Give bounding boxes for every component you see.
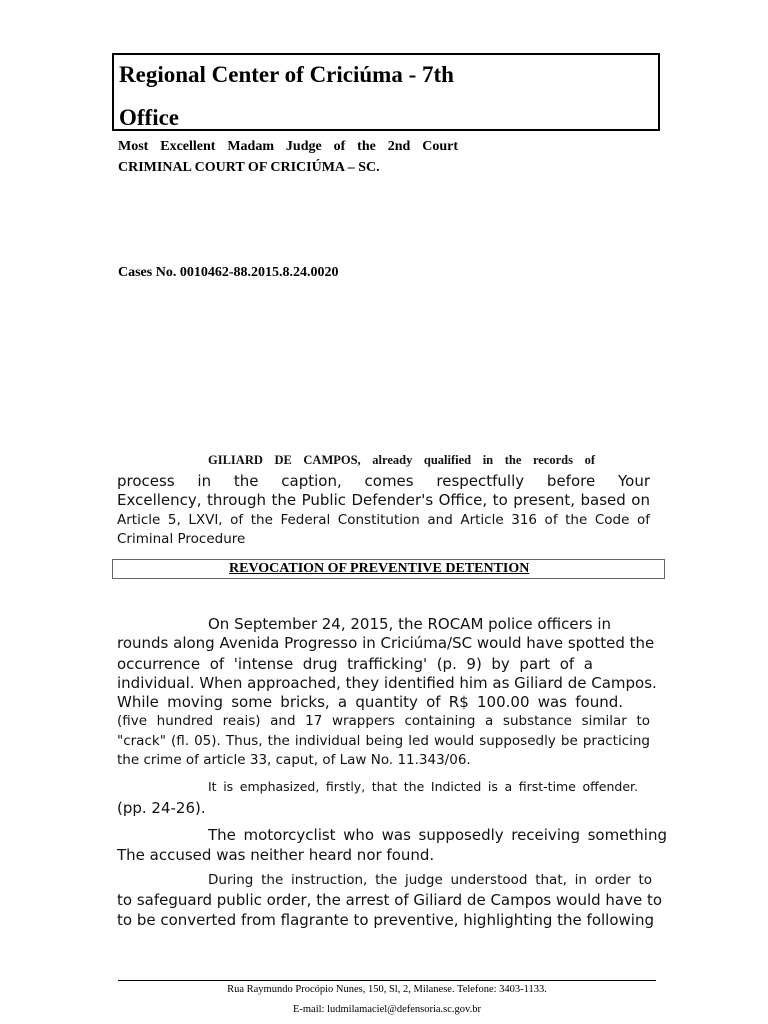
motion-title: REVOCATION OF PREVENTIVE DETENTION <box>229 561 530 576</box>
case-number: Cases No. 0010462-88.2015.8.24.0020 <box>118 265 339 280</box>
office-header-box <box>112 53 660 131</box>
intro-line-3: Excellency, through the Public Defender's Office, to present, based on <box>117 491 650 509</box>
intro-line-5: Criminal Procedure <box>117 531 246 547</box>
footer-address: Rua Raymundo Procópio Nunes, 150, Sl, 2, Milanese. Telefone: 3403-1133. <box>227 984 547 995</box>
addressee-line-2: CRIMINAL COURT OF CRICIÚMA – SC. <box>118 160 380 175</box>
paragraph-1-line-7: "crack" (fl. 05). Thus, the individual being led would supposedly be practicing <box>117 733 650 749</box>
paragraph-1-line-3: occurrence of 'intense drug trafficking' (p. 9) by part of a <box>117 655 593 673</box>
intro-line-2: process in the caption, comes respectfully before Your <box>117 472 650 490</box>
paragraph-4-line-1: During the instruction, the judge understood that, in order to <box>208 872 652 888</box>
office-header-line-2: Office <box>119 105 180 130</box>
paragraph-1-line-5: While moving some bricks, a quantity of R$ 100.00 was found. <box>117 693 623 711</box>
paragraph-4-line-2: to safeguard public order, the arrest of Giliard de Campos would have to <box>117 891 663 909</box>
paragraph-2-line-2: (pp. 24-26). <box>117 799 206 817</box>
paragraph-3-line-1: The motorcyclist who was supposedly receiving something <box>208 826 667 844</box>
paragraph-1-line-1: On September 24, 2015, the ROCAM police officers in <box>208 615 612 633</box>
footer-email: E-mail: ludmilamaciel@defensoria.sc.gov.br <box>292 1004 481 1015</box>
office-header-line-1: Regional Center of Criciúma - 7th <box>119 62 454 87</box>
paragraph-1-line-8: the crime of article 33, caput, of Law No. 11.343/06. <box>117 752 471 768</box>
paragraph-1-line-2: rounds along Avenida Progresso in Criciúma/SC would have spotted the <box>117 634 655 652</box>
addressee-line-1: Most Excellent Madam Judge of the 2nd Court <box>118 139 458 154</box>
paragraph-3-line-2: The accused was neither heard nor found. <box>117 846 435 864</box>
footer-divider <box>118 980 656 981</box>
paragraph-2-line-1: It is emphasized, firstly, that the Indicted is a first-time offender. <box>208 779 638 794</box>
motion-title-box <box>112 559 665 579</box>
paragraph-4-line-3: to be converted from flagrante to preventive, highlighting the following <box>117 911 654 929</box>
paragraph-1-line-4: individual. When approached, they identified him as Giliard de Campos. <box>117 674 657 692</box>
paragraph-1-line-6: (five hundred reais) and 17 wrappers containing a substance similar to <box>117 713 650 729</box>
intro-line-4: Article 5, LXVI, of the Federal Constitution and Article 316 of the Code of <box>117 512 650 528</box>
intro-line-1: GILIARD DE CAMPOS, already qualified in the records of <box>208 453 595 467</box>
